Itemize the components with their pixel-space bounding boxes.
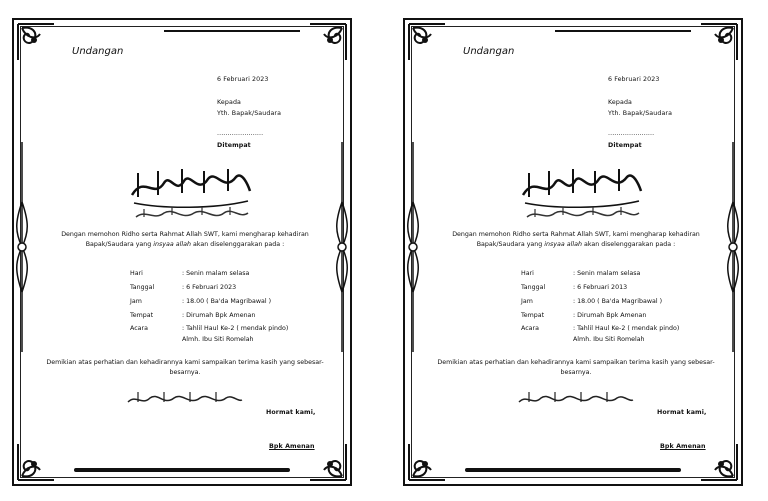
detail-row-event-line2: Almh. Ibu Siti Romelah [573,336,645,343]
recipient-blank-line: ...................... [608,130,655,137]
invitation-page-left: Undangan 6 Februari 2023 Kepada Yth. Bapak/Saudara ...................... Ditempat Dengan memohon Ridho serta Rahmat Allah SWT, kami mengharap kehadiran Bapak/Saudara yang insyaa allah akan diselenggarakan pada : Hari : Senin malam selasa Tanggal : 6 Februari 2023 Jam : 18.00 ( Ba'da Magribawal ) Tempat : Dirumah Bpk Amenan Acara : Tahlil Haul Ke-2 ( mendak pindo) Almh. Ibu Siti Romelah Demikian atas perhatian dan kehadirannya kami sampaikan terima kasih yang sebesar-besarnya. Hormat kami, Bpk Amenan [12,18,352,486]
date: 6 Februari 2023 [217,76,269,83]
side-ornament-icon [726,142,740,352]
corner-ornament-icon [699,22,739,62]
bottom-border-bar [465,468,681,472]
bismillah-calligraphy-icon [124,165,254,225]
invitation-title: Undangan [72,46,124,57]
corner-ornament-icon [16,442,56,482]
closing-regards: Hormat kami, [657,409,707,416]
recipient-place: Ditempat [608,142,642,149]
top-border-bar [555,30,691,32]
corner-ornament-icon [308,22,348,62]
bottom-border-bar [74,468,290,472]
opening-paragraph: Dengan memohon Ridho serta Rahmat Allah SWT, kami mengharap kehadiran Bapak/Saudara yang insyaa allah akan diselenggarakan pada : [452,231,700,248]
closing-regards: Hormat kami, [266,409,316,416]
corner-ornament-icon [16,22,56,62]
bismillah-calligraphy-icon [515,165,645,225]
side-ornament-icon [406,142,420,352]
detail-row-event-line2: Almh. Ibu Siti Romelah [182,336,254,343]
signature-name: Bpk Amenan [269,443,315,450]
corner-ornament-icon [407,22,447,62]
invitation-page-right: Undangan 6 Februari 2023 Kepada Yth. Bapak/Saudara ...................... Ditempat Dengan memohon Ridho serta Rahmat Allah SWT, kami mengharap kehadiran Bapak/Saudara yang insyaa allah akan diselenggarakan pada : Hari : Senin malam selasa Tanggal : 6 Februari 2013 Jam : 18.00 ( Ba'da Magribawal ) Tempat : Dirumah Bpk Amenan Acara : Tahlil Haul Ke-2 ( mendak pindo) Almh. Ibu Siti Romelah Demikian atas perhatian dan kehadirannya kami sampaikan terima kasih yang sebesar-besarnya. Hormat kami, Bpk Amenan [403,18,743,486]
side-ornament-icon [335,142,349,352]
top-border-bar [164,30,300,32]
opening-paragraph: Dengan memohon Ridho serta Rahmat Allah SWT, kami mengharap kehadiran Bapak/Saudara yang insyaa allah akan diselenggarakan pada : [61,231,309,248]
closing-paragraph: Demikian atas perhatian dan kehadirannya kami sampaikan terima kasih yang sebesar-besarnya. [46,359,324,376]
recipient-name: Yth. Bapak/Saudara [217,110,282,117]
recipient-blank-line: ...................... [217,130,264,137]
invitation-title: Undangan [463,46,515,57]
date: 6 Februari 2023 [608,76,660,83]
closing-paragraph: Demikian atas perhatian dan kehadirannya kami sampaikan terima kasih yang sebesar-besarnya. [437,359,715,376]
corner-ornament-icon [407,442,447,482]
side-ornament-icon [15,142,29,352]
salam-calligraphy-icon [124,388,244,410]
recipient-name: Yth. Bapak/Saudara [608,110,673,117]
recipient-place: Ditempat [217,142,251,149]
recipient-to: Kepada [217,99,242,106]
recipient-to: Kepada [608,99,633,106]
salam-calligraphy-icon [515,388,635,410]
signature-name: Bpk Amenan [660,443,706,450]
